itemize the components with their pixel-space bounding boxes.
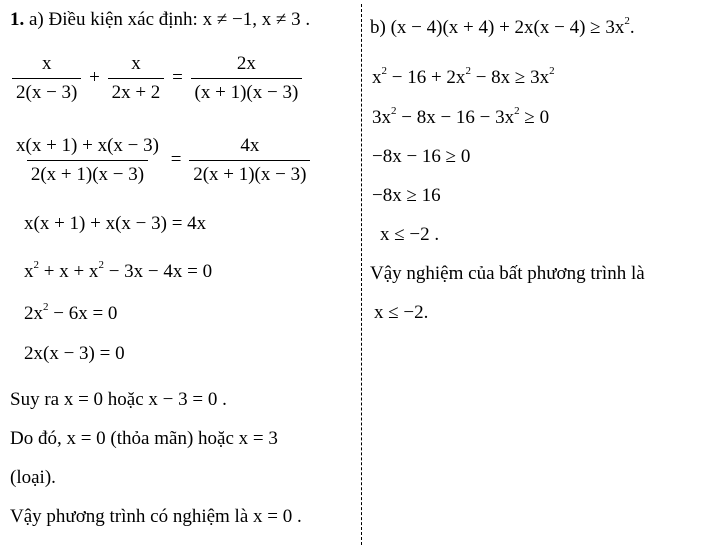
fraction [12, 52, 81, 105]
loai-line: (loại). [10, 467, 56, 488]
term: − 8x − 16 − 3x [396, 107, 515, 128]
fraction-numerator: 2x [236, 53, 256, 74]
term: − 8x ≥ 3x [470, 67, 550, 88]
term: + x + x [39, 261, 99, 282]
term: − 16 + 2x [387, 67, 466, 88]
step-2 [24, 260, 212, 284]
condition-text: a) Điều kiện xác định: x ≠ −1, x ≠ 3 . [29, 9, 311, 30]
exponent: 2 [514, 105, 520, 117]
do-do-line: Do đó, x = 0 (thỏa mãn) hoặc x = 3 [10, 428, 278, 449]
exponent: 2 [391, 105, 397, 117]
problem-number: 1. [10, 9, 25, 30]
fraction [191, 52, 303, 105]
equals-sign: = [170, 148, 182, 170]
term: x [372, 67, 382, 88]
right-step-1 [372, 66, 555, 90]
column-divider [361, 4, 362, 545]
fraction-numerator: x [41, 53, 52, 74]
fraction-numerator: 4x [240, 135, 260, 156]
suy-ra-line: Suy ra x = 0 hoặc x − 3 = 0 . [10, 389, 227, 410]
exponent: 2 [33, 259, 39, 271]
term: 2x [24, 303, 43, 324]
right-step-2 [372, 106, 549, 130]
conclusion-right-1: Vậy nghiệm của bất phương trình là [370, 263, 645, 284]
term: b) (x − 4)(x + 4) + 2x(x − 4) ≥ 3x [370, 17, 625, 38]
fraction-denominator: (x + 1)(x − 3) [191, 78, 303, 105]
step-3 [24, 302, 117, 326]
fraction [189, 134, 310, 187]
fraction [108, 52, 165, 105]
equals-sign: = [172, 66, 183, 88]
fraction-denominator: 2x + 2 [108, 78, 165, 105]
conclusion-right-2: x ≤ −2. [374, 302, 429, 323]
condition-line [10, 8, 310, 32]
exponent: 2 [381, 65, 387, 77]
right-column [366, 0, 702, 549]
term: x [24, 261, 34, 282]
plus-sign: + [89, 66, 100, 88]
exponent: 2 [624, 15, 630, 27]
fraction [12, 134, 163, 187]
right-step-3: −8x − 16 ≥ 0 [372, 146, 471, 167]
right-step-4: −8x ≥ 16 [372, 185, 441, 206]
fraction-denominator: 2(x + 1)(x − 3) [189, 160, 310, 187]
fraction-numerator: x [131, 53, 141, 74]
part-b-header [370, 16, 635, 40]
exponent: 2 [549, 65, 555, 77]
step-4: 2x(x − 3) = 0 [24, 343, 125, 364]
conclusion-left: Vậy phương trình có nghiệm là x = 0 . [10, 506, 302, 527]
term: . [629, 17, 635, 38]
exponent: 2 [43, 301, 49, 313]
term: − 3x − 4x = 0 [103, 261, 213, 282]
term: ≥ 0 [519, 107, 550, 128]
term: − 6x = 0 [48, 303, 118, 324]
fraction-denominator: 2(x − 3) [12, 78, 81, 105]
exponent: 2 [98, 259, 104, 271]
right-step-5: x ≤ −2 . [380, 224, 440, 245]
fraction-numerator: x(x + 1) + x(x − 3) [16, 135, 159, 156]
step-1: x(x + 1) + x(x − 3) = 4x [24, 213, 207, 234]
equation-2 [12, 134, 310, 187]
exponent: 2 [465, 65, 471, 77]
term: 3x [372, 107, 391, 128]
fraction-denominator: 2(x + 1)(x − 3) [27, 160, 148, 187]
equation-1 [12, 52, 302, 105]
